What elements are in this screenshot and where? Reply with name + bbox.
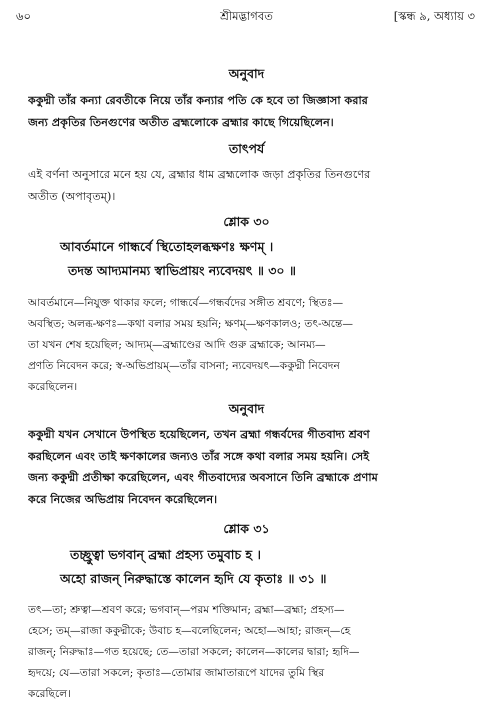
verse-text	[60, 235, 463, 283]
synonym-line: প্রণতি নিবেদন করে; স্ব-অভিপ্রায়ম্—তাঁর বাসনা; ন্যবেদয়ৎ—ককুদ্মী নিবেদন	[28, 360, 340, 372]
verse-line: অহো রাজন্ নিরুদ্ধাস্তে কালেন হৃদি যে কৃতাঃ ॥ ৩১ ॥	[60, 571, 327, 586]
synonym-line: অবস্থিত; অলব্ধ-ক্ষণঃ—কথা বলার সময় হয়নি; ক্ষণম্—ক্ষণকালও; তৎ-অন্তে—	[28, 318, 353, 330]
text-line: জন্য ককুদ্মী প্রতীক্ষা করেছিলেন, এবং গীতবাদ্যের অবসানে তিনি ব্রহ্মাকে প্রণাম	[28, 470, 378, 484]
text-line: এই বর্ণনা অনুসারে মনে হয় যে, ব্রহ্মার ধাম ব্রহ্মলোক জড়া প্রকৃতির তিনগুণের	[28, 168, 371, 181]
synonym-line: হেসে; তম্—রাজা ককুদ্মীকে; উবাচ হ—বলেছিলেন; অহো—আহা; রাজন্—হে	[28, 625, 351, 637]
text-line: জন্য প্রকৃতির তিনগুণের অতীত ব্রহ্মলোকে ব্রহ্মার কাছে গিয়েছিলেন।	[28, 114, 334, 129]
translation-heading: অনুবাদ	[228, 66, 265, 81]
text-line: অতীত (অপাবৃতম্)।	[28, 189, 116, 203]
synonym-line: করেছিলে।	[28, 688, 71, 700]
synonyms	[28, 293, 471, 398]
synonym-line: তৎ—তা; শ্রুত্বা—শ্রবণ করে; ভগবান্—পরম শক্তিমান; ব্রহ্মা—ব্রহ্মা; প্রহস্য—	[28, 604, 345, 616]
translation-text	[28, 90, 469, 133]
verse-line: তচ্ছ্রুত্বা ভগবান্ ব্রহ্মা প্রহস্য তমুবাচ হ ।	[70, 547, 261, 562]
synonyms	[28, 600, 471, 705]
synonym-line: রাজন্; নিরুদ্ধাঃ—গত হয়েছে; তে—তারা সকলে; কালেন—কালের দ্বারা; হৃদি—	[28, 646, 360, 658]
page-number: ৬০	[16, 9, 31, 23]
verse-text	[60, 543, 463, 591]
text-line: ককুদ্মী যখন সেখানে উপস্থিত হয়েছিলেন, তখন ব্রহ্মা গন্ধর্বদের গীতবাদ্য শ্রবণ	[28, 427, 370, 441]
synonym-line: আবর্তমানে—নিযুক্ত থাকার ফলে; গান্ধর্বে—গন্ধর্বদের সঙ্গীত শ্রবণে; স্থিতঃ—	[28, 297, 344, 309]
synonym-line: করেছিলেন।	[28, 381, 78, 393]
text-line: ককুদ্মী তাঁর কন্যা রেবতীকে নিয়ে তাঁর কন্যার পতি কে হবে তা জিজ্ঞাসা করার	[28, 93, 368, 107]
verse-line: আবর্তমানে গান্ধর্বে স্থিতোহলব্ধক্ষণঃ ক্ষণম্ ।	[60, 239, 274, 254]
purport-text	[28, 164, 469, 207]
chapter-reference: [স্কন্ধ ৯, অধ্যায় ৩	[393, 9, 475, 23]
page-header	[14, 8, 479, 26]
text-line: করে নিজের অভিপ্রায় নিবেদন করেছিলেন।	[28, 491, 218, 506]
translation-heading: অনুবাদ	[228, 401, 265, 416]
synonym-line: তা যখন শেষ হয়েছিল; আদ্যম্—ব্রহ্মাণ্ডের আদি গুরু ব্রহ্মাকে; আনম্য—	[28, 339, 326, 351]
book-title: শ্রীমদ্ভাগবত	[220, 9, 273, 23]
translation-text	[28, 424, 469, 510]
verse-heading: শ্লোক ৩১	[223, 521, 270, 536]
verse-heading: শ্লোক ৩০	[223, 214, 270, 229]
verse-line: তদন্ত আদ্যমানম্য স্বাভিপ্রায়ং ন্যবেদয়ৎ ॥ ৩০ ॥	[68, 263, 296, 278]
synonym-line: হৃদয়ে; যে—তারা সকলে; কৃতাঃ—তোমার জামাতারূপে যাদের তুমি স্থির	[28, 667, 325, 679]
purport-heading: তাৎপর্য	[228, 141, 265, 156]
text-line: করছিলেন এবং তাই ক্ষণকালের জন্যও তাঁর সঙ্গে কথা বলার সময় হয়নি। সেই	[28, 448, 370, 463]
